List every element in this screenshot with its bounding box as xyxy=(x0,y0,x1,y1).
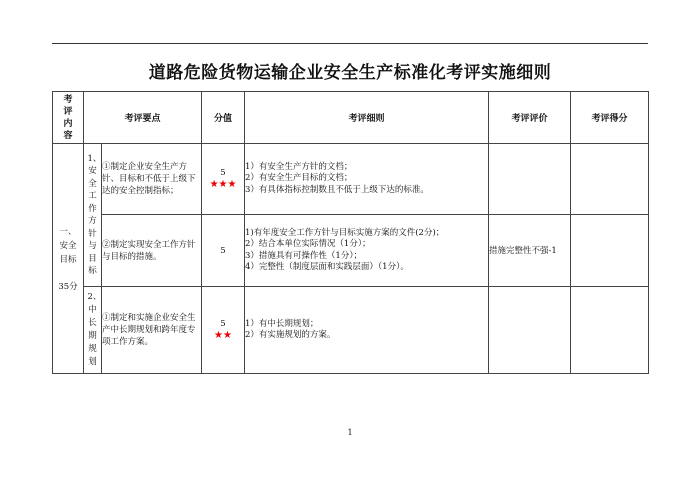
star-rating: ★★ xyxy=(214,330,232,341)
document-title: 道路危险货物运输企业安全生产标准化考评实施细则 xyxy=(148,63,552,83)
section-score: 35分 xyxy=(58,281,78,292)
detail-cell xyxy=(245,215,489,287)
detail-item: 3）措施具有可操作性（1分）； xyxy=(245,250,363,261)
detail-item: 1）有中长期规划； xyxy=(245,318,319,329)
header-score: 分值 xyxy=(202,92,245,144)
header-details: 考评细则 xyxy=(245,92,489,144)
section-name: 一、安全目标 xyxy=(59,226,77,265)
evaluation-table xyxy=(52,91,649,374)
group-name: 1、安全工作方针与目标 xyxy=(87,153,102,276)
detail-item: 3）有具体指标控制数且不低于上级下达的标准。 xyxy=(245,184,429,195)
score-value: 5 xyxy=(220,319,226,329)
detail-item: 2）有实施规划的方案。 xyxy=(245,330,336,340)
table-row xyxy=(53,287,649,374)
detail-item: 4）完整性（制度层面和实践层面）（1分）。 xyxy=(245,262,409,272)
score-cell xyxy=(202,287,245,374)
score-value: 5 xyxy=(220,168,226,178)
score-value: 5 xyxy=(220,245,226,256)
page-number: 1 xyxy=(347,428,353,437)
star-rating: ★★★ xyxy=(209,179,237,190)
evaluation-cell: 措施完整性不强-1 xyxy=(489,215,571,287)
score-cell xyxy=(202,215,245,287)
result-cell xyxy=(571,144,649,215)
header-content xyxy=(53,92,84,144)
result-cell xyxy=(571,287,649,374)
point-cell: ②制定实现安全工作方针与目标的措施。 xyxy=(102,215,202,287)
table-header-row xyxy=(53,92,649,144)
evaluation-cell xyxy=(489,144,571,215)
table-row xyxy=(53,144,649,215)
evaluation-cell xyxy=(489,287,571,374)
detail-item: 2）有安全生产目标的文档； xyxy=(245,173,353,184)
point-cell: ①制定和实施企业安全生产中长期规划和跨年度专项工作方案。 xyxy=(102,287,202,374)
table-row xyxy=(53,215,649,287)
score-cell xyxy=(202,144,245,215)
header-rule xyxy=(52,43,648,44)
group-cell-1 xyxy=(84,144,102,287)
result-cell xyxy=(571,215,649,287)
header-content-label: 考评内容 xyxy=(63,94,73,141)
header-evaluation: 考评评价 xyxy=(489,92,571,144)
header-result: 考评得分 xyxy=(571,92,649,144)
detail-item: 1）有安全生产方针的文档； xyxy=(245,161,353,172)
section-cell xyxy=(53,144,84,374)
detail-cell xyxy=(245,144,489,215)
detail-item: 2）结合本单位实际情况（1分）； xyxy=(245,239,371,249)
header-points: 考评要点 xyxy=(84,92,202,144)
group-name: 2、中长期规划 xyxy=(87,292,102,367)
point-cell: ①制定企业安全生产方针、目标和不低于上级下达的安全控制指标； xyxy=(102,144,202,215)
group-cell-2 xyxy=(84,287,102,374)
detail-cell xyxy=(245,287,489,374)
detail-item: 1)有年度安全工作方针与目标实施方案的文件(2分)； xyxy=(245,227,445,238)
